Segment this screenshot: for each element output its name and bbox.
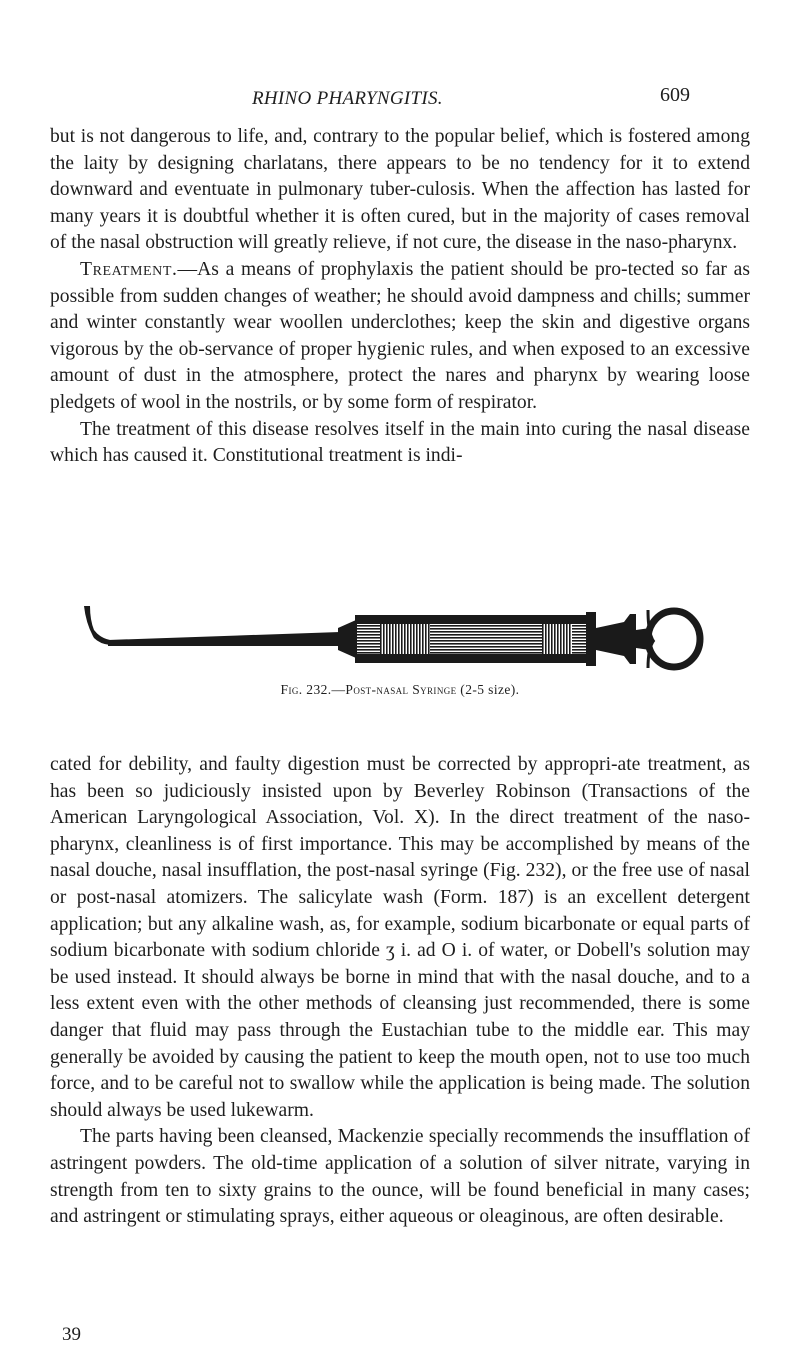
figure-post-nasal-syringe <box>50 604 750 674</box>
caption-scale: (2-5 size). <box>456 682 520 697</box>
page-number: 609 <box>660 84 690 106</box>
text-block-bottom <box>50 752 750 1231</box>
running-title: RHINO PHARYNGITIS. <box>252 88 443 109</box>
caption-label: Fig. 232. <box>280 682 332 697</box>
post-nasal-syringe-icon <box>50 604 750 674</box>
treatment-body: —As a means of prophylaxis the patient should be pro-tected so far as possible from sudden changes of weather; he should avoid dampness and chills; summer and winter constantly wear woollen underclothes; keep the skin and digestive organs vigorous by the ob-servance of proper hygienic rules, and when exposed to an excessive amount of dust in the atmosphere, protect the nares and pharynx by wearing loose pledgets of wool in the nostrils, or by some form of respirator. <box>50 258 750 413</box>
sheet-signature: 39 <box>62 1324 81 1345</box>
paragraph-prognosis: but is not dangerous to life, and, contrary to the popular belief, which is fostered among the laity by designing charlatans, there appears to be no tendency for it to extend downward and eventuate in pulmonary tuber-culosis. When the affection has lasted for many years it is doubtful whether it is often cured, but in the majority of cases removal of the nasal obstruction will greatly relieve, if not cure, the disease in the naso-pharynx. <box>50 126 750 254</box>
paragraph-insufflation: The parts having been cleansed, Mackenzie specially recommends the insufflation of astringent powders. The old-time application of a solution of silver nitrate, varying in strength from ten to sixty grains to the ounce, will be found beneficial in many cases; and astringent or stimulating sprays, either aqueous or oleaginous, are often desirable. <box>50 1126 750 1228</box>
text-block-top <box>50 124 750 470</box>
paragraph-treatment-continued: The treatment of this disease resolves itself in the main into curing the nasal disease which has caused it. Constitutional treatment is indi- <box>50 418 750 467</box>
figure-caption <box>0 682 800 698</box>
syringe-collar <box>338 620 356 658</box>
treatment-heading: Treatment. <box>80 258 178 280</box>
paragraph-treatment <box>50 257 750 417</box>
syringe-thumb-ring <box>648 611 700 667</box>
syringe-plunger <box>596 614 636 664</box>
syringe-end-cap <box>586 612 596 666</box>
syringe-nozzle <box>108 632 340 646</box>
paragraph-direct-treatment: cated for debility, and faulty digestion must be corrected by appropri-ate treatment, as has been so judiciously insisted upon by Beverley Robinson (Transactions of the American Laryngological Association, Vol. X). In the direct treatment of the naso-pharynx, cleanliness is of first importance. This may be accomplished by means of the nasal douche, nasal insufflation, the post-nasal syringe (Fig. 232), or the free use of nasal or post-nasal atomizers. The salicylate wash (Form. 187) is an excellent detergent application; but any alkaline wash, as, for example, sodium bicarbonate or equal parts of sodium bicarbonate with sodium chloride ʒ i. ad O i. of water, or Dobell's solution may be used instead. It should always be borne in mind that with the nasal douche, and to a less extent even with the other methods of cleansing just recommended, there is some danger that fluid may pass through the Eustachian tube to the middle ear. This may generally be avoided by causing the patient to keep the mouth open, not to use too much force, and to be careful not to swallow while the application is being made. The solution should always be used lukewarm. <box>50 754 750 1121</box>
syringe-nozzle-tip <box>84 606 110 645</box>
running-head <box>0 84 800 114</box>
caption-title: —Post-nasal Syringe <box>331 682 457 697</box>
